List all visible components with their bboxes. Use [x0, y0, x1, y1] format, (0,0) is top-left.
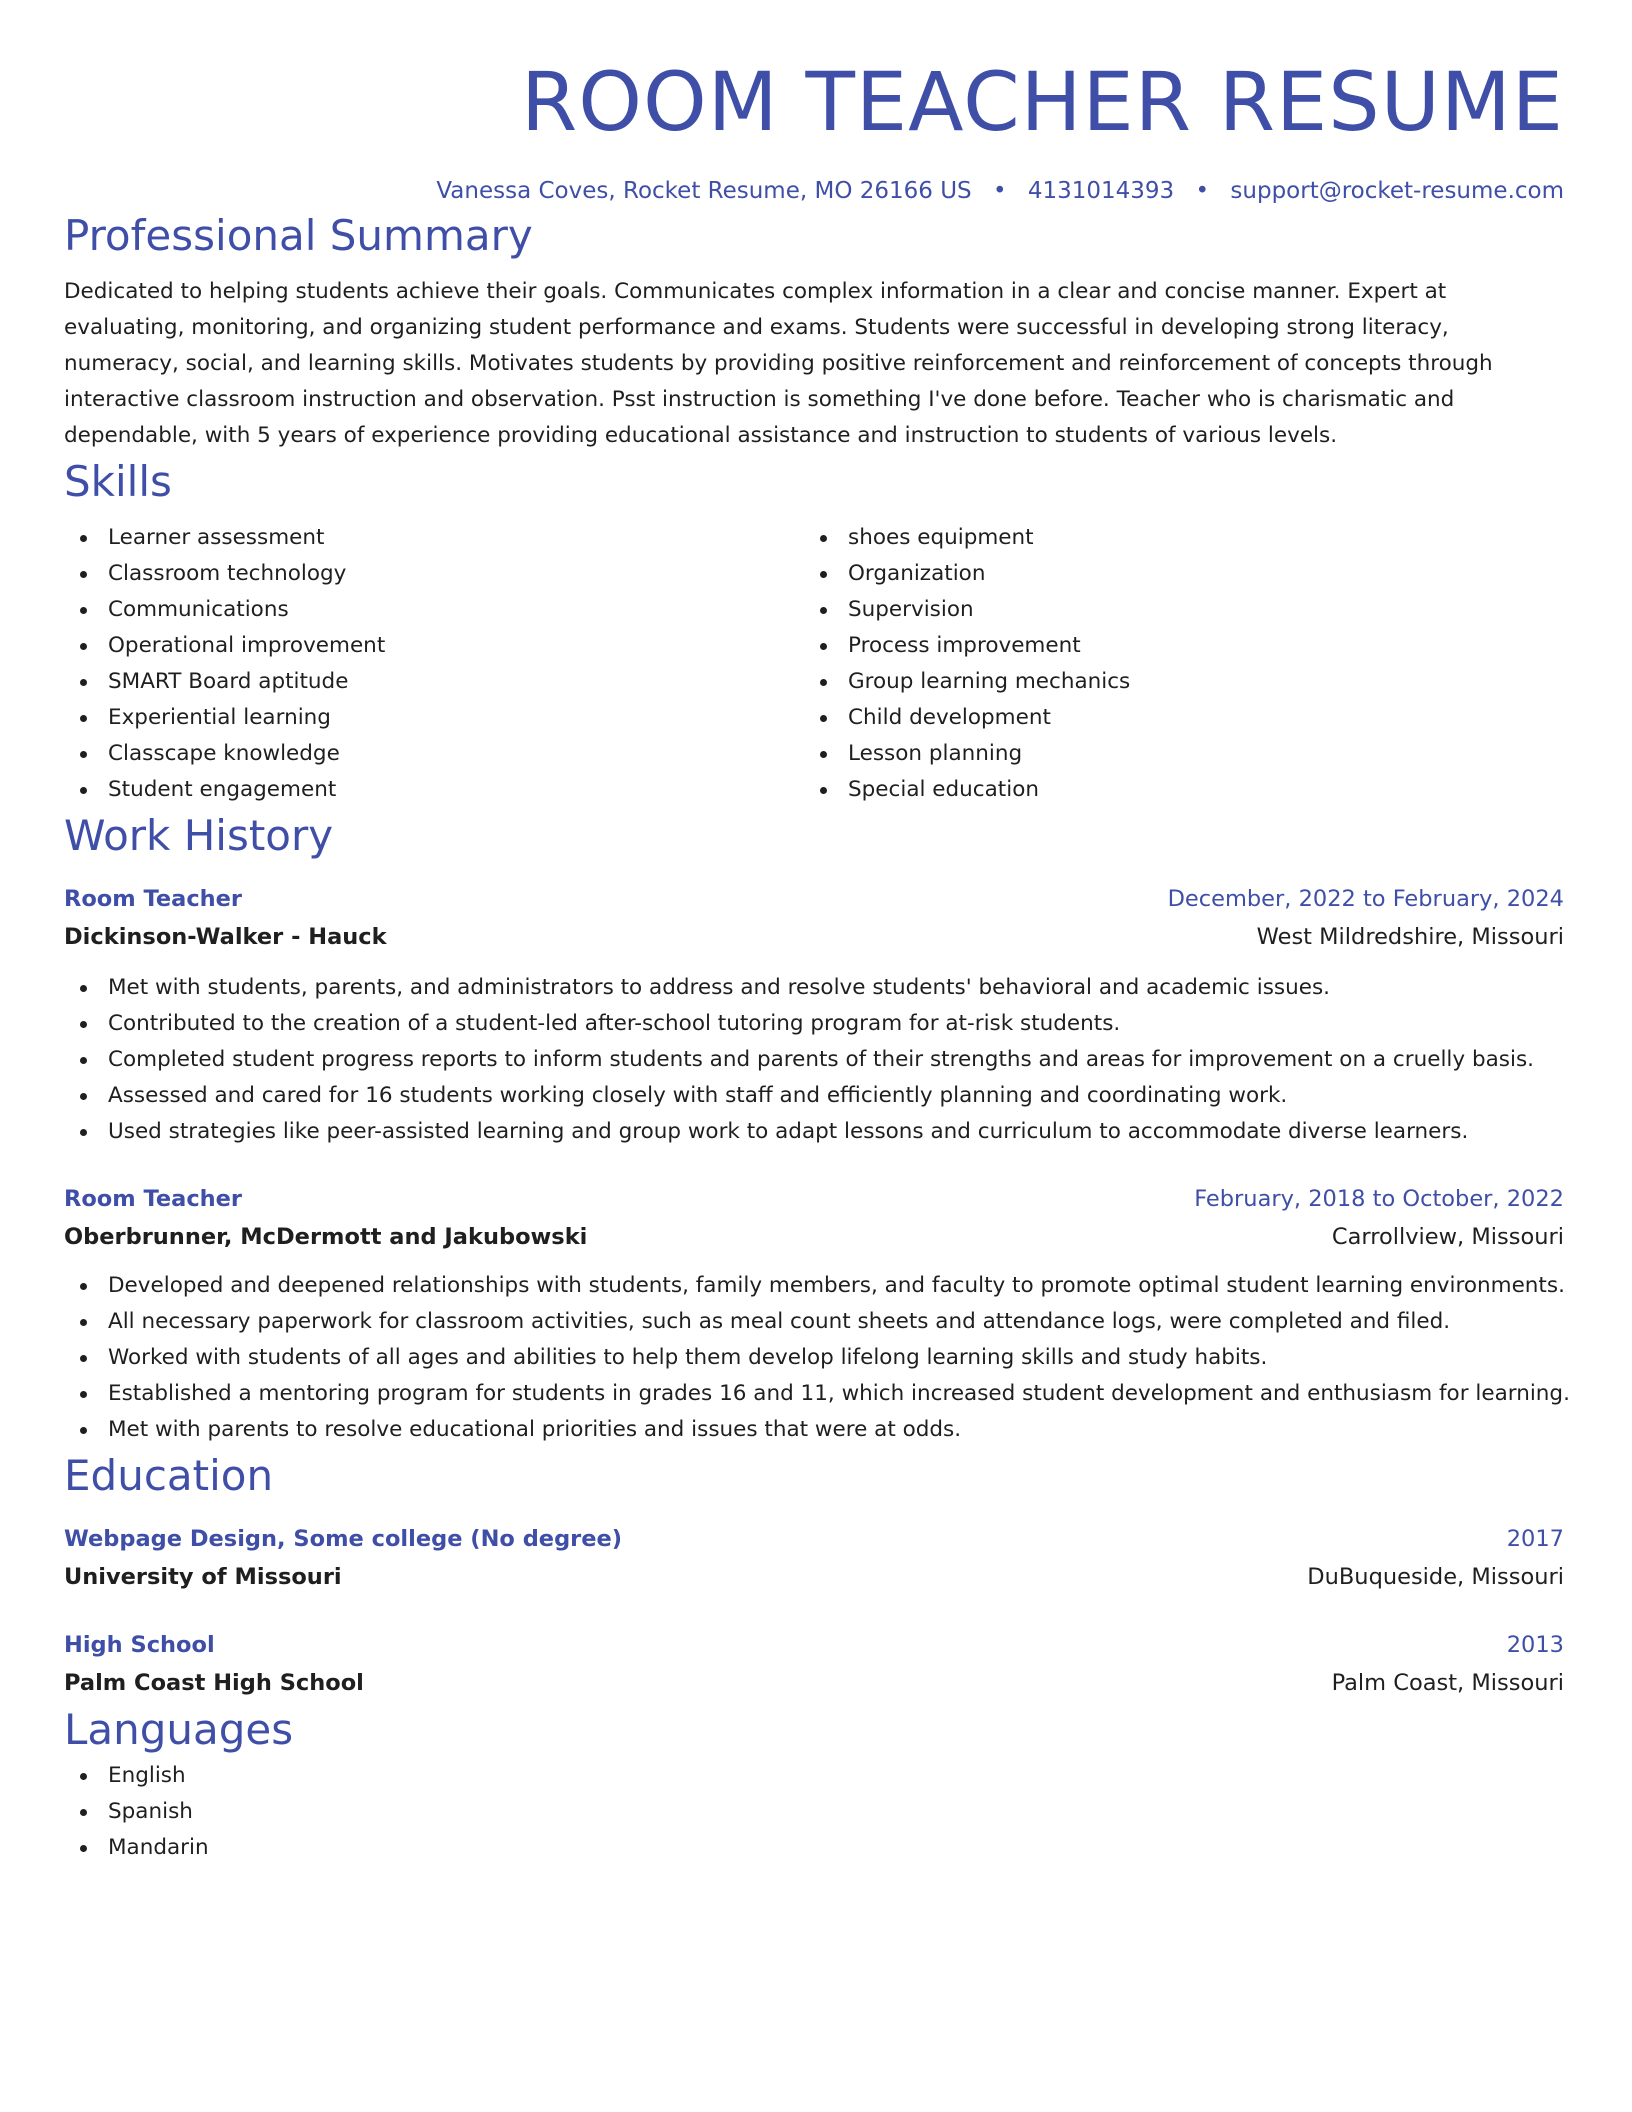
skills-column-right — [804, 520, 1544, 808]
education-location: DuBuqueside, Missouri — [1307, 1564, 1564, 1590]
job-location: West Mildredshire, Missouri — [1256, 924, 1564, 950]
languages-list — [64, 1758, 1564, 1866]
contact-address: Vanessa Coves, Rocket Resume, MO 26166 US — [436, 178, 972, 204]
work-history-heading: Work History — [64, 811, 334, 860]
summary-text: Dedicated to helping students achieve their goals. Communicates complex information in a clear and concise manner. Expert at evaluating, monitoring, and organizing student performance and exams. Students were successful in developing strong literacy, numeracy, social, and learning skills. Motivates students by providing positive reinforcement and reinforcement of concepts through interactive classroom instruction and observation. Psst instruction is something I've done before. Teacher who is charismatic and dependable, with 5 years of experience providing educational assistance and instruction to students of various levels. — [64, 279, 1493, 448]
job-entry — [64, 1180, 1570, 1448]
education-section — [64, 1448, 1564, 1702]
job-bullet: Used strategies like peer-assisted learning and group work to adapt lessons and curriculum to accommodate diverse learners. — [64, 1114, 1564, 1150]
job-bullets — [64, 1268, 1570, 1448]
skills-section — [64, 454, 1564, 808]
summary-section — [64, 208, 1564, 454]
job-subheader — [64, 918, 1564, 956]
job-bullet: Met with parents to resolve educational priorities and issues that were at odds. — [64, 1412, 1564, 1448]
language-item: English — [64, 1758, 1564, 1794]
job-location: Carrollview, Missouri — [1331, 1224, 1564, 1250]
language-item: Mandarin — [64, 1830, 1564, 1866]
skill-item: Lesson planning — [804, 736, 1544, 772]
education-degree: High School — [64, 1632, 215, 1658]
education-subheader — [64, 1664, 1564, 1702]
job-bullet: Worked with students of all ages and abilities to help them develop lifelong learning skills and study habits. — [64, 1340, 1564, 1376]
languages-heading: Languages — [64, 1705, 294, 1754]
skill-item: Group learning mechanics — [804, 664, 1544, 700]
education-subheader — [64, 1558, 1564, 1596]
education-header — [64, 1520, 1564, 1558]
job-bullets — [64, 970, 1564, 1150]
job-bullet: Met with students, parents, and administrators to address and resolve students' behavioral and academic issues. — [64, 970, 1564, 1006]
job-subheader — [64, 1218, 1564, 1256]
skill-item: Experiential learning — [64, 700, 804, 736]
education-school: Palm Coast High School — [64, 1670, 364, 1696]
job-role: Room Teacher — [64, 886, 243, 912]
job-company: Oberbrunner, McDermott and Jakubowski — [64, 1224, 588, 1250]
skill-item: Student engagement — [64, 772, 804, 808]
summary-heading: Professional Summary — [64, 211, 533, 260]
skill-item: Learner assessment — [64, 520, 804, 556]
languages-section — [64, 1702, 1564, 1866]
skill-item: Child development — [804, 700, 1544, 736]
skill-item: Communications — [64, 592, 804, 628]
skill-item: Operational improvement — [64, 628, 804, 664]
contact-email: support@rocket-resume.com — [1230, 178, 1564, 204]
education-entry — [64, 1626, 1564, 1702]
skill-item: Process improvement — [804, 628, 1544, 664]
job-bullet: Established a mentoring program for students in grades 16 and 11, which increased student development and enthusiasm for learning. — [64, 1376, 1564, 1412]
education-year: 2013 — [1506, 1632, 1564, 1658]
skill-item: Special education — [804, 772, 1544, 808]
contact-phone: 4131014393 — [1027, 178, 1175, 204]
job-bullet: All necessary paperwork for classroom activities, such as meal count sheets and attendance logs, were completed and filed. — [64, 1304, 1564, 1340]
education-entry — [64, 1520, 1564, 1596]
education-degree: Webpage Design, Some college (No degree) — [64, 1526, 623, 1552]
job-role: Room Teacher — [64, 1186, 243, 1212]
contact-separator: • — [992, 178, 1007, 204]
skill-item: SMART Board aptitude — [64, 664, 804, 700]
job-bullet: Completed student progress reports to inform students and parents of their strengths and areas for improvement on a cruelly basis. — [64, 1042, 1564, 1078]
language-item: Spanish — [64, 1794, 1564, 1830]
skills-heading: Skills — [64, 457, 172, 506]
education-header — [64, 1626, 1564, 1664]
contact-line — [64, 174, 1564, 208]
contact-separator: • — [1195, 178, 1210, 204]
education-location: Palm Coast, Missouri — [1331, 1670, 1564, 1696]
job-company: Dickinson-Walker - Hauck — [64, 924, 387, 950]
skill-item: Classcape knowledge — [64, 736, 804, 772]
education-heading: Education — [64, 1451, 274, 1500]
job-bullet: Contributed to the creation of a student-led after-school tutoring program for at-risk students. — [64, 1006, 1564, 1042]
resume-page — [64, 0, 1570, 1866]
job-dates: February, 2018 to October, 2022 — [1194, 1186, 1564, 1212]
work-history-section — [64, 808, 1570, 1448]
job-bullet: Developed and deepened relationships with students, family members, and faculty to promote optimal student learning environments. — [64, 1268, 1564, 1304]
skill-item: shoes equipment — [804, 520, 1544, 556]
job-header — [64, 880, 1564, 918]
skill-item: Organization — [804, 556, 1544, 592]
education-year: 2017 — [1506, 1526, 1564, 1552]
job-dates: December, 2022 to February, 2024 — [1167, 886, 1564, 912]
resume-title: ROOM TEACHER RESUME — [521, 56, 1564, 150]
job-bullet: Assessed and cared for 16 students working closely with staff and efficiently planning and coordinating work. — [64, 1078, 1564, 1114]
skills-column-left — [64, 520, 804, 808]
education-school: University of Missouri — [64, 1564, 342, 1590]
job-entry — [64, 880, 1564, 1150]
skill-item: Classroom technology — [64, 556, 804, 592]
job-header — [64, 1180, 1564, 1218]
skill-item: Supervision — [804, 592, 1544, 628]
skills-grid — [64, 520, 1564, 808]
